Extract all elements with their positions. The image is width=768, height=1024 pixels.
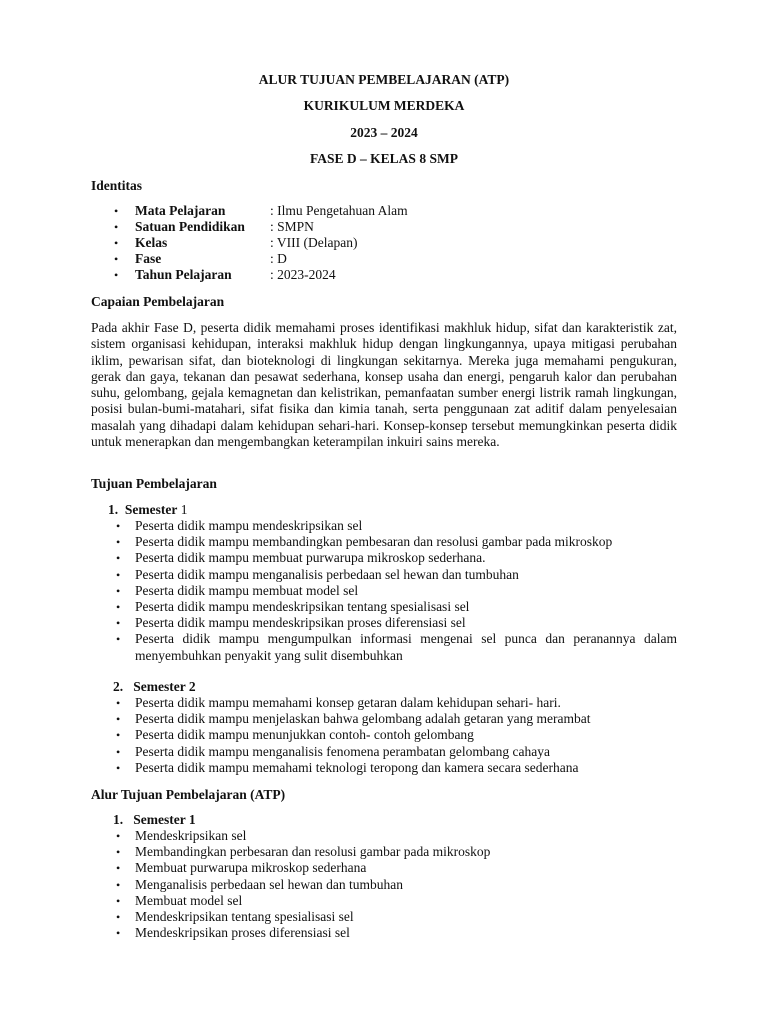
identitas-key: Kelas [135, 235, 168, 250]
list-item [113, 893, 677, 909]
identitas-item [91, 203, 408, 219]
list-item [113, 695, 677, 711]
list-item-text: Peserta didik mampu memahami konsep getaran dalam kehidupan sehari- hari. [135, 695, 561, 710]
bullet-icon: • [114, 220, 119, 234]
list-item [113, 760, 677, 776]
list-item-text: Peserta didik mampu menjelaskan bahwa gelombang adalah getaran yang merambat [135, 711, 591, 727]
semester-number: 1. [113, 812, 124, 827]
list-item-text: Mendeskripsikan sel [135, 828, 247, 843]
list-item-text: Peserta didik mampu mendeskripsikan tentang spesialisasi sel [135, 599, 470, 615]
identitas-item [91, 219, 408, 235]
list-item [113, 567, 677, 583]
list-item-text: Membuat purwarupa mikroskop sederhana [135, 860, 367, 876]
list-item [113, 727, 677, 743]
list-item [113, 583, 677, 599]
list-item-text: Peserta didik mampu membandingkan pembesaran dan resolusi gambar pada mikroskop [135, 534, 613, 550]
bullet-icon: • [116, 760, 121, 775]
list-item-text: Mendeskripsikan proses diferensiasi sel [135, 925, 350, 941]
list-item [113, 615, 677, 631]
semester-suffix: 1 [177, 502, 188, 517]
list-item-text: Mendeskripsikan tentang spesialisasi sel [135, 909, 354, 925]
identitas-item [91, 235, 408, 251]
list-item [113, 860, 677, 876]
bullet-icon: • [116, 535, 121, 550]
semester-label: Semester 2 [133, 679, 196, 694]
bullet-icon: • [116, 632, 121, 647]
bullet-icon: • [116, 567, 121, 582]
tujuan-semester-1-title [108, 501, 187, 519]
identitas-value: : D [270, 251, 287, 266]
identitas-item [91, 251, 408, 267]
tujuan-heading: Tujuan Pembelajaran [91, 476, 217, 491]
identitas-list [91, 203, 408, 283]
list-item [113, 877, 677, 893]
identitas-value: : Ilmu Pengetahuan Alam [270, 203, 408, 218]
list-item-text: Peserta didik mampu mendeskripsikan proses diferensiasi sel [135, 615, 466, 631]
tujuan-semester-2-title [113, 678, 196, 696]
doc-year: 2023 – 2024 [350, 125, 418, 140]
bullet-icon: • [116, 910, 121, 925]
bullet-icon: • [116, 926, 121, 941]
semester-label: Semester [124, 502, 178, 517]
list-item-text: Membuat model sel [135, 892, 243, 908]
doc-subtitle: KURIKULUM MERDEKA [303, 98, 465, 113]
bullet-icon: • [116, 893, 121, 908]
bullet-icon: • [116, 616, 121, 631]
list-item-text: Peserta didik mampu membuat purwarupa mikroskop sederhana. [135, 550, 486, 566]
tujuan-semester-2-list [113, 695, 677, 776]
bullet-icon: • [116, 600, 121, 615]
list-item-text: Membandingkan perbesaran dan resolusi gambar pada mikroskop [135, 844, 491, 860]
list-item-text: Peserta didik mampu menganalisis fenomena perambatan gelombang cahaya [135, 743, 550, 759]
identitas-key: Satuan Pendidikan [135, 219, 245, 234]
list-item-text: Peserta didik mampu mendeskripsikan sel [135, 518, 363, 533]
bullet-icon: • [116, 712, 121, 727]
list-item [113, 631, 677, 663]
list-item [113, 534, 677, 550]
semester-number: 1. [108, 502, 119, 517]
list-item [113, 844, 677, 860]
identitas-value: : SMPN [270, 219, 314, 234]
identitas-heading: Identitas [91, 178, 143, 193]
bullet-icon: • [114, 236, 119, 250]
bullet-icon: • [116, 877, 121, 892]
list-item [113, 925, 677, 941]
bullet-icon: • [116, 728, 121, 743]
identitas-key: Fase [135, 251, 162, 266]
list-item [113, 909, 677, 925]
bullet-icon: • [116, 583, 121, 598]
bullet-icon: • [116, 744, 121, 759]
list-item-text: Peserta didik mampu mengumpulkan informasi mengenai sel punca dan peranannya dalam menyembuhkan penyakit yang sulit disembuhkan [135, 631, 677, 663]
bullet-icon: • [114, 204, 119, 218]
bullet-icon: • [116, 861, 121, 876]
identitas-key: Mata Pelajaran [135, 203, 226, 218]
bullet-icon: • [114, 268, 119, 282]
identitas-value: : 2023-2024 [270, 267, 336, 282]
list-item [113, 599, 677, 615]
semester-number: 2. [113, 679, 124, 694]
bullet-icon: • [116, 551, 121, 566]
bullet-icon: • [116, 696, 121, 710]
identitas-key: Tahun Pelajaran [135, 267, 232, 282]
list-item-text: Peserta didik mampu menganalisis perbedaan sel hewan dan tumbuhan [135, 566, 519, 582]
list-item-text: Peserta didik mampu memahami teknologi teropong dan kamera secara sederhana [135, 759, 579, 775]
tujuan-semester-1-list [113, 518, 677, 664]
list-item [113, 518, 677, 534]
bullet-icon: • [116, 845, 121, 860]
identitas-item [91, 267, 408, 283]
bullet-icon: • [116, 829, 121, 843]
doc-title: ALUR TUJUAN PEMBELAJARAN (ATP) [258, 72, 510, 87]
list-item [113, 828, 677, 844]
atp-heading: Alur Tujuan Pembelajaran (ATP) [91, 787, 286, 802]
semester-label: Semester 1 [133, 812, 196, 827]
bullet-icon: • [114, 252, 119, 266]
identitas-value: : VIII (Delapan) [270, 235, 358, 250]
atp-semester-1-list [113, 828, 677, 941]
atp-semester-1-title [113, 811, 196, 829]
doc-phase: FASE D – KELAS 8 SMP [310, 151, 458, 166]
list-item-text: Peserta didik mampu menunjukkan contoh- contoh gelombang [135, 727, 474, 743]
list-item [113, 550, 677, 566]
capaian-heading: Capaian Pembelajaran [91, 294, 225, 309]
list-item-text: Menganalisis perbedaan sel hewan dan tumbuhan [135, 876, 404, 892]
list-item-text: Peserta didik mampu membuat model sel [135, 582, 359, 598]
bullet-icon: • [116, 519, 121, 533]
list-item [113, 744, 677, 760]
capaian-paragraph: Pada akhir Fase D, peserta didik memahami proses identifikasi makhluk hidup, sifat dan karakteristik zat, sistem organisasi kehidupan, interaksi makhluk hidup dengan lingkungannya, upaya mitigasi perubahan iklim, pewarisan sifat, dan bioteknologi di lingkungan sekitarnya. Mereka juga memahami pengukuran, gerak dan gaya, tekanan dan pesawat sederhana, konsep usaha dan energi, pengaruh kalor dan perubahan suhu, gelombang, gejala kemagnetan dan kelistrikan, pemanfaatan sumber energi listrik ramah lingkungan, posisi bulan-bumi-matahari, sifat fisika dan kimia tanah, serta penggunaan zat aditif dalam penyelesaian masalah yang dihadapi dalam kehidupan sehari-hari. Konsep-konsep tersebut memungkinkan peserta didik untuk menerapkan dan mengembangkan keterampilan inkuiri sains mereka. [91, 320, 677, 450]
list-item [113, 711, 677, 727]
